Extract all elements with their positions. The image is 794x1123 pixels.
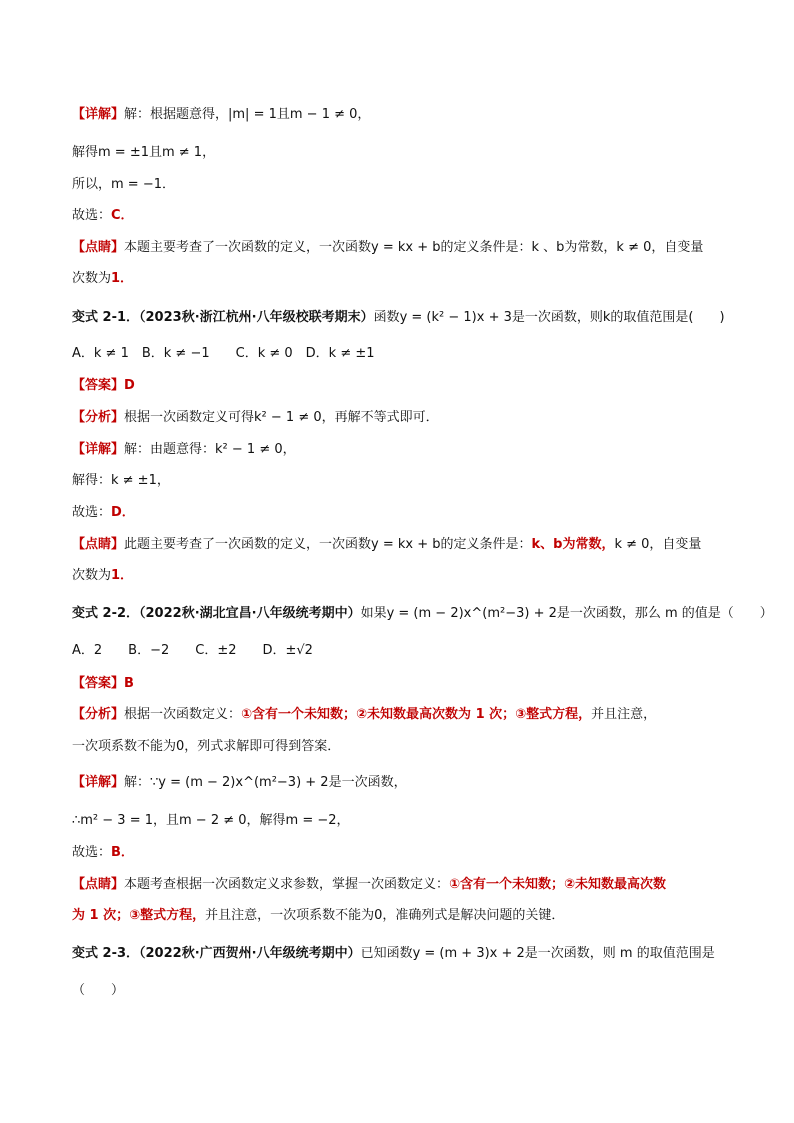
comment-text-b: ①含有一个未知数；②未知数最高次数 bbox=[449, 877, 667, 892]
choice-answer: C． bbox=[111, 208, 134, 223]
analysis-line bbox=[72, 706, 656, 724]
comment-text-a: 本题考查根据一次函数定义求参数，掌握一次函数定义： bbox=[124, 877, 450, 892]
comment-text-2a: 为 1 次；③整式方程， bbox=[72, 908, 206, 923]
detail-line bbox=[72, 774, 407, 792]
detail-tag: 【详解】 bbox=[72, 442, 125, 457]
question-2-3-paren: （ ） bbox=[72, 983, 125, 998]
comment-text-2a: 次数为 bbox=[72, 271, 112, 286]
answer-tag: 【答案】 bbox=[72, 378, 125, 393]
question-text: 函数y = (k² − 1)x + 3是一次函数，则k的取值范围是( ) bbox=[373, 310, 725, 325]
solve-line: 解得：k ≠ ±1， bbox=[72, 473, 170, 488]
detail-text: 解：根据题意得，|m| = 1且m − 1 ≠ 0， bbox=[124, 107, 371, 122]
comment-tag: 【点睛】 bbox=[72, 240, 125, 255]
analysis-tag: 【分析】 bbox=[72, 410, 125, 425]
comment-line-2 bbox=[72, 567, 133, 585]
solve-line: 解得m = ±1且m ≠ 1， bbox=[72, 145, 216, 160]
analysis-line bbox=[72, 409, 439, 427]
answer-line bbox=[72, 377, 135, 395]
analysis-tag: 【分析】 bbox=[72, 707, 125, 722]
comment-line bbox=[72, 536, 701, 554]
comment-line bbox=[72, 876, 666, 894]
comment-tag: 【点睛】 bbox=[72, 877, 125, 892]
choice-prefix: 故选： bbox=[72, 505, 112, 520]
question-label: 变式 2-2． bbox=[72, 606, 140, 621]
answer-tag: 【答案】 bbox=[72, 676, 125, 691]
choice-answer: B． bbox=[111, 845, 134, 860]
detail-line-2: ∴m² − 3 = 1，且m − 2 ≠ 0，解得m = −2， bbox=[72, 813, 350, 828]
detail-tag: 【详解】 bbox=[72, 107, 125, 122]
question-2-1-stem bbox=[72, 309, 725, 327]
choice-prefix: 故选： bbox=[72, 208, 112, 223]
question-2-2-options: A．2 B．−2 C．±2 D．±√2 bbox=[72, 643, 313, 658]
comment-line bbox=[72, 239, 703, 257]
question-2-3-stem bbox=[72, 945, 715, 963]
question-text: 如果y = (m − 2)x^(m²−3) + 2是一次函数，那么 m 的值是（ ） bbox=[360, 606, 773, 621]
question-source: （2022秋·广西贺州·八年级统考期中） bbox=[139, 946, 361, 961]
answer-value: B bbox=[124, 676, 134, 691]
choice-line bbox=[72, 844, 134, 862]
comment-text-c: k ≠ 0，自变量 bbox=[614, 537, 702, 552]
analysis-line-2: 一次项系数不能为0，列式求解即可得到答案． bbox=[72, 739, 341, 754]
choice-line bbox=[72, 504, 135, 522]
comment-text-b: k、b为常数， bbox=[531, 537, 615, 552]
question-source: （2022秋·湖北宜昌·八年级统考期中） bbox=[139, 606, 361, 621]
comment-text: 本题主要考查了一次函数的定义，一次函数y = kx + b的定义条件是：k 、b为常数，k ≠ 0，自变量 bbox=[124, 240, 704, 255]
comment-line-2 bbox=[72, 270, 133, 288]
analysis-text-a: 根据一次函数定义： bbox=[124, 707, 242, 722]
comment-line-2 bbox=[72, 907, 564, 925]
analysis-text-b: ①含有一个未知数；②未知数最高次数为 1 次；③整式方程， bbox=[241, 707, 592, 722]
comment-text-2b: 1． bbox=[111, 271, 134, 286]
answer-value: D bbox=[124, 378, 135, 393]
question-source: （2023秋·浙江杭州·八年级校联考期末） bbox=[139, 310, 374, 325]
question-label: 变式 2-1． bbox=[72, 310, 140, 325]
question-2-2-stem bbox=[72, 605, 773, 623]
choice-answer: D． bbox=[111, 505, 135, 520]
comment-text-2a: 次数为 bbox=[72, 568, 112, 583]
choice-prefix: 故选： bbox=[72, 845, 112, 860]
so-line: 所以，m = −1． bbox=[72, 177, 175, 192]
detail-text: 解：∵y = (m − 2)x^(m²−3) + 2是一次函数， bbox=[124, 775, 407, 790]
detail-line bbox=[72, 441, 296, 459]
detail-line bbox=[72, 106, 370, 124]
comment-tag: 【点睛】 bbox=[72, 537, 125, 552]
choice-line bbox=[72, 207, 134, 225]
question-2-1-options: A．k ≠ 1 B．k ≠ −1 C．k ≠ 0 D．k ≠ ±1 bbox=[72, 346, 375, 361]
question-label: 变式 2-3． bbox=[72, 946, 140, 961]
analysis-text: 根据一次函数定义可得k² − 1 ≠ 0，再解不等式即可． bbox=[124, 410, 439, 425]
answer-line bbox=[72, 675, 134, 693]
comment-text-2b: 并且注意，一次项系数不能为0，准确列式是解决问题的关键． bbox=[205, 908, 565, 923]
analysis-text-c: 并且注意， bbox=[591, 707, 657, 722]
question-text: 已知函数y = (m + 3)x + 2是一次函数，则 m 的取值范围是 bbox=[360, 946, 715, 961]
detail-tag: 【详解】 bbox=[72, 775, 125, 790]
detail-text: 解：由题意得：k² − 1 ≠ 0， bbox=[124, 442, 296, 457]
comment-text-2b: 1． bbox=[111, 568, 134, 583]
comment-text-a: 此题主要考查了一次函数的定义，一次函数y = kx + b的定义条件是： bbox=[124, 537, 532, 552]
